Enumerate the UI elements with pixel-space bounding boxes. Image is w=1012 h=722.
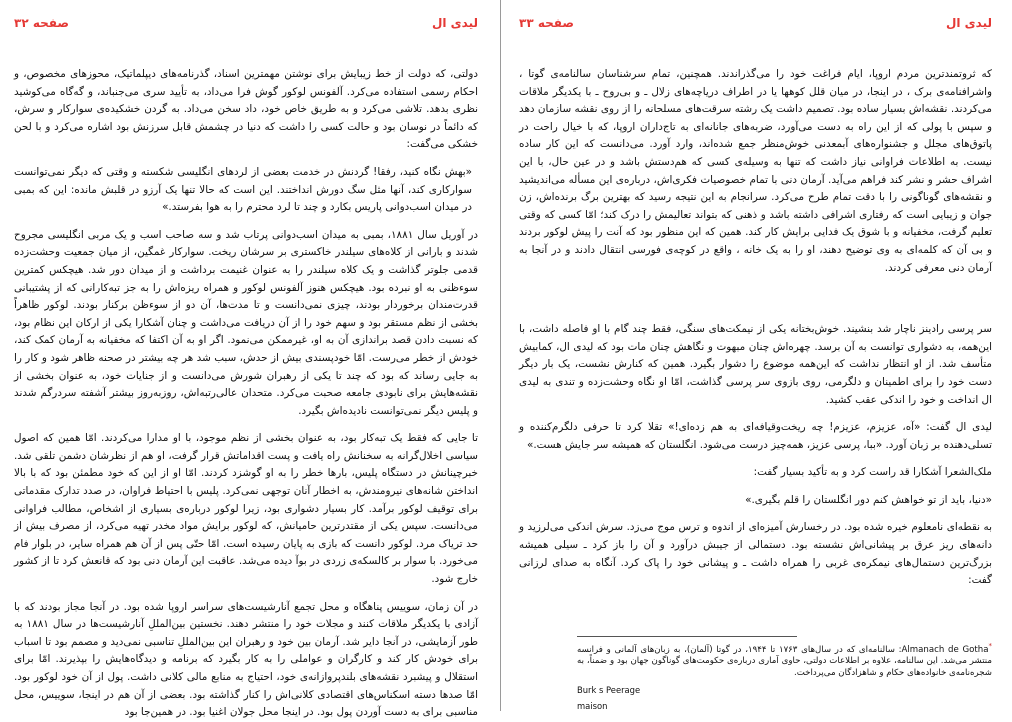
page-number: صفحه ۳۲: [14, 16, 69, 30]
book-title: لیدی ال: [431, 16, 478, 30]
paragraph: سر پرسی رادینز ناچار شد بنشیند. خوش‌بختانه یکی از نیمکت‌های سنگی، فقط چند گام با او فاصله داشت، با این‌همه، به دشواری توانست به آن برسد. چهره‌اش چنان مبهوت و نگاهش چنان مات بود که لیدی ال، کمابیش متأسف شد. از او انتظار نداشت که این‌همه موضوع را دشوار بگیرد. همین که کنارش نشست، یک بار دیگر دست خود را برای اطمینان و دلگرمی، روی بازوی سر پرسی گذاشت، امّا او نگاه وحشت‌زده و تندی به لیدی ال انداخت و خود را اندکی عقب کشید.: [519, 323, 992, 406]
paragraph: لیدی ال گفت: «آه، عزیزم، عزیزم! چه ریخت‌وقیافه‌ای به هم زده‌ای!» تقلا کرد تا حرفی دلگرم‌کننده و تسلی‌دهنده بر زبان آورد. «ببا، پرسی عزیز، همه‌چیز درست می‌شود. انگلستان که همیشه سر جایش هست.»: [519, 421, 992, 451]
page-right: [501, 0, 1012, 711]
paragraph: ملک‌الشعرا آشکارا قد راست کرد و به تأکید بسیار گفت:: [753, 466, 992, 479]
footnote-reference: Burk s Peerage: [577, 685, 641, 696]
section-gap: [519, 287, 992, 321]
page-left: [0, 0, 500, 719]
paragraph: به نقطه‌ای نامعلوم خیره شده بود. در رخسارش آمیزه‌ای از اندوه و ترس موج می‌زد. سرش اندکی می‌لرزید و دانه‌های ریز عرق بر پیشانی‌اش نشسته بود. دستمالی از جیبش درآورد و آن را باز کرد ـ سیلی همیشه بزرگ‌ترین دستمال‌های نیمکره‌ی غربی را همراه داشت ـ و پیشانی خود را پاک کرد. آنگاه به صدای لرزانی گفت:: [519, 521, 992, 587]
paragraph: «دنیا، باید از تو خواهش کنم دور انگلستان را قلم بگیری.»: [745, 493, 992, 506]
paragraph: در آوریل سال ۱۸۸۱، بمبی به میدان اسب‌دوانی پرتاب شد و سه صاحب اسب و یک مربی انگلیسی مجروح شدند و بارانی از کلاه‌های سیلندر خاکستری بر سرشان ریخت. سوارکار غمگین، از میان جمعیت وحشت‌زده قدمی جلوتر گذاشت و یک کلاه سیلندر را به عنوان غنیمت برداشت و از میدان دور شد. هیچکس کمترین سوءظنی به او نبرده بود. هیچکس هنوز آلفونس لوکور و همراه ریزه‌اش را به جز تبه‌کارانی که از پشتیبانی قدرت‌مندان برخوردار بودند، چیزی نمی‌دانست و تا مدت‌ها، آن دو از سوءظن برکنار بودند. لوکور ظاهراً بخشی از نظم مستقر بود و سهم خود را از آن دریافت می‌داشت و چنان آشکارا یکی از ارکان این نظام بود، که نسبت دادن قصد براندازی آن به او، غیرممکن می‌نمود. اگر او به آن اکتفا که مخفیانه به آرمان کمک کند، خودش از خطر می‌رست. امّا خودپسندی بیش از حدش، سبب شد هر چه بیشتر در صحنه ظاهر شود و کار را به جایی رساند که بود که چند تا یکی از رهبران شورش می‌دانست و از جنایات خود، به عنوان بخشی از نقشه‌هایش برای نابودی جامعه صحبت می‌کرد. متحدان عالی‌رتبه‌اش، روزبه‌روز بیشتر آشفته سردرگم شدند و پلیس دیگر نمی‌توانست نادیده‌اش بگیرد.: [14, 228, 478, 417]
footnote: [577, 641, 992, 679]
page-number: صفحه ۳۳: [519, 16, 574, 30]
paragraph: در آن زمان، سوییس پناهگاه و محل تجمع آنارشیست‌های سراسر اروپا شده بود. در آنجا مجاز بودند که با آزادی با یکدیگر ملاقات کنند و مجلات خود را منتشر دهند. نخستین بین‌المللِ آنارشیست‌ها در سال ۱۸۸۱ به طور آزمایشی، در آنجا دایر شد. آرمان بین خود و رهبران این بین‌المللِ تناسبی نمی‌دید و مصمم بود تا اسباب برای خودش کار کند و کارگران و عواملی را به کار بگیرد که برنامه و دیدگاه‌هایش را بپذیرند. امّا برای استقلال و پیشبرد نقشه‌های بلندپروازانه‌ی خود، احتیاج به منابع مالی کلانی داشت. پول از آن خود لوکور بود. امّا صدها دسته اسکناس‌های اقتصادی کلانی‌اش را کنار گذاشته بود. بعضی از آن هم در اینجا، سوییس، محل مناسبی برای به دست آوردن پول بود. در اینجا محل جولان اغنیا بود. در همین‌جا بود: [14, 600, 479, 719]
footnotes: [577, 636, 992, 711]
page-header: [14, 0, 478, 42]
footnote-text: Almanach de Gotha: سالنامه‌ای که در سال‌های ۱۷۶۳ تا ۱۹۴۴، در گوتا (آلمان)، به زبان‌های آلمانی و فرانسه منتشر می‌شد. این سالنامه، علاوه بر اطلاعات دولتی، حاوی آماری درباره‌ی حکومت‌های گوناگون جهان بود و ضمناً، به شجره‌نامه‌ی خانواده‌های حکام و شاهزادگان می‌پرداخت.: [577, 644, 992, 678]
quote-paragraph: «بهش نگاه کنید، رفقا! گردنش در خدمت بعضی از لردهای انگلیسی شکسته و وقتی که دیگر نمی‌توانست سوارکاری کند، آنها مثل سگ دورش انداختند. این است که حالا تنها یک آرزو در قلبش مانده: این که بمبی در میدان اسب‌دوانی پاریس بکارد و چند تا لرد محترم را به هوا بفرستد.»: [14, 165, 472, 214]
paragraph: دولتی، که دولت از خط زیبایش برای نوشتن مهمترین اسناد، گذرنامه‌های دیپلماتیک، محوزهای مخصوص، و احکام رسمی استفاده می‌کرد. آلفونس لوکور گوش فرا می‌داد، به تأیید سری می‌جنباند، و گه‌گاه می‌کوشید نظری بدهد. تلاشی می‌کرد و به طریق خاص خود، داد سخن می‌داد. به گردن خشکیده‌ی سوارکار و سرش، که دائماً در نوسان بود و حالت کسی را داشت که دنیا در چشمش قابل سرزنش بود اشاره می‌کرد و با لحن خشکی می‌گفت:: [14, 68, 478, 151]
page-header: [519, 0, 992, 42]
footnote-rule: [577, 636, 797, 637]
book-title: لیدی ال: [945, 16, 992, 30]
page-body: [14, 66, 478, 722]
footnote-reference: maison: [577, 701, 608, 712]
page-body: [519, 66, 992, 590]
footnote-mark: *: [988, 642, 993, 650]
paragraph: تا جایی که فقط یک تبه‌کار بود، به عنوان بخشی از نظم موجود، با او مدارا می‌کردند. امّا همین که اصول سیاسی اخلال‌گرانه به سخنانش راه یافت و پست اقداماتش قرار گرفت، او هم از نظرشان دشمن تلقی شد. خبرچینانش در دستگاه پلیس، بارها خطر را به او گوشزد کردند. امّا او از این که خود مطمئن بود که با بالا انداختن شانه‌های نیرومندش، به اخطار آنان توجهی نمی‌کرد. پلیس با احتیاط فراوان، در صدد تدارک مقدماتی برای توقیف لوکور برآمد. کار بسیار دشواری بود، زیرا لوکور درباره‌ی بسیاری از اشخاص، مطالب فراوانی می‌دانست. سپس یکی از مقتدرترین حامیانش، که لوکور برایش مواد مخدر تهیه می‌کرد، از مصرف بیش از حد تریاک مرد. لوکور دانست که بازی به پایان رسیده است. امّا حتّی پس از آن هم همراه سایر، در بلوار فام می‌خورد. با سوار بر کالسکه‌ی زردی در بوآ دیده می‌شد. عاقبت این آرمان دنی بود که قانعش کرد تا از کشور خارج شود.: [14, 432, 478, 586]
paragraph: که ثروتمندترین مردم اروپا، ایام فراغت خود را می‌گذراندند. همچنین، تمام سرشناسان سالنامه‌ی گوتا ، واشرافنامه‌ی برک ، در اینجا، در میان قلل کوهها یا در اطراف دریاچه‌های زلال ـ و بی‌روح ـ با یکدیگر ملاقات می‌کردند. نقشه‌اش بسیار ساده بود. تصمیم داشت یک رشته سرقت‌های مسلحانه را از روی نقشه سازمان دهد و سپس با پولی که از این راه به دست می‌آورد، ضربه‌های جانانه‌ای به تاج‌داران اروپا، که با خیال راحت در پاتوق‌های مجلل و جشنواره‌های آبمعدنی خوش‌منظر جمع شده‌اند، وارد آورد. می‌دانست که این کار ساده نیست. به اطلاعات فراوانی نیاز داشت که تنها به وسیله‌ی کسی که هم‌دستش باشد و در عین حال، با این اشراف حشر و نشر کند فراهم می‌آید. آرمان دنی با تمام خصوصیات فکری‌اش، درباره‌ی این مسأله می‌اندیشید و نقشه‌های گوناگونی را با دقت تمام طرح می‌کرد. سرانجام به این نتیجه رسید که بهترین برگ برنده‌اش، زن جوان و زیبایی است که رفتاری اشرافی داشته باشد و ذهنی که بتواند تعالیمش را درک کند؛ امّا کسی که وقتی تعلیم گرفت، مخفیانه و با شوق یک فدایی برایش کار کند. همین که این منظور بود که آنت را پیش لوکور بردند و بی آن که کلمه‌ای به وی توضیح دهند، او را به یک خانه ، واقع در کوچه‌ی فورسی انتقال دادند و در آنجا به آرمان دنی معرفی کردند.: [519, 68, 992, 274]
